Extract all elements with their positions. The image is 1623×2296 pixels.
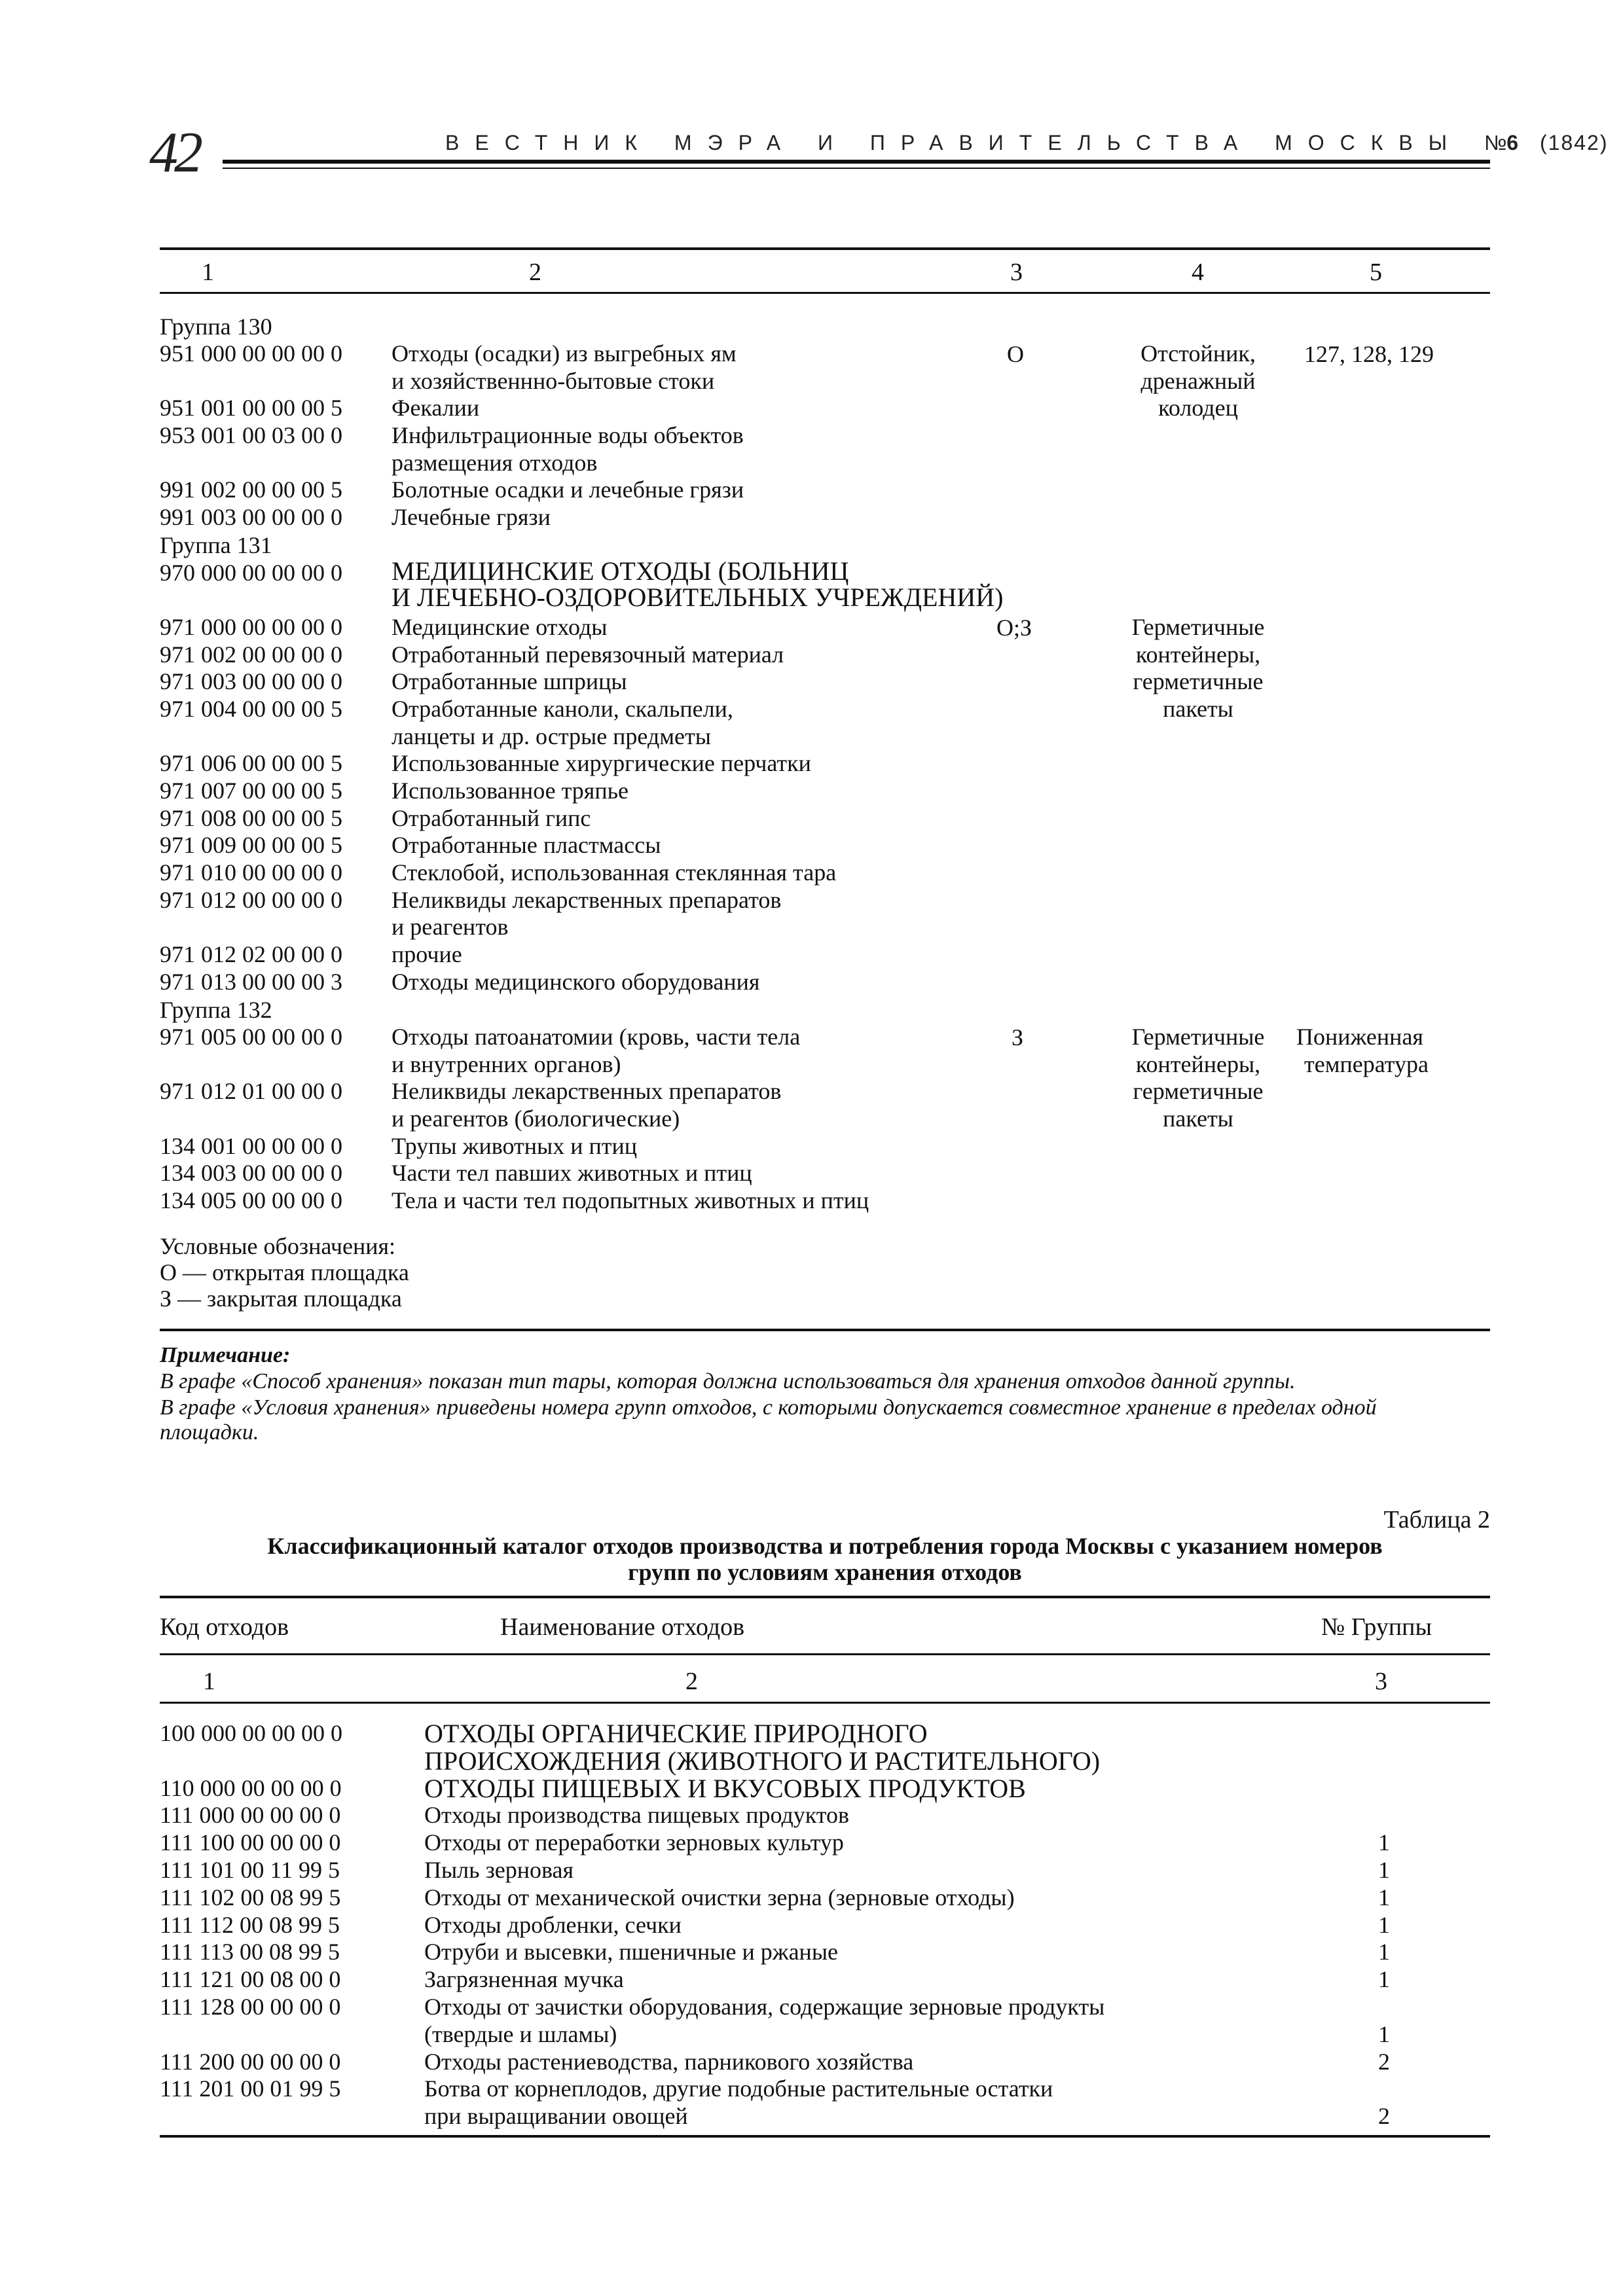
waste-name: Инфильтрационные воды объектов [392, 422, 744, 448]
waste-name: Отходы патоанатомии (кровь, части тела [392, 1024, 801, 1050]
table1-top-rule [160, 247, 1490, 250]
header-rule-thin [223, 168, 1490, 169]
waste-code: 111 128 00 00 00 0 [160, 1994, 341, 2020]
issue-no-sign: № [1484, 131, 1507, 154]
waste-code: 991 002 00 00 00 5 [160, 476, 342, 503]
journal-title: ВЕСТНИК МЭРА И ПРАВИТЕЛЬСТВА МОСКВЫ [445, 131, 1463, 154]
waste-name: и реагентов [392, 914, 509, 940]
waste-code: 971 002 00 00 00 0 [160, 641, 342, 668]
group-number: 1 [1378, 1912, 1390, 1938]
waste-name: ОТХОДЫ ОРГАНИЧЕСКИЕ ПРИРОДНОГО [424, 1719, 928, 1748]
waste-name: Стеклобой, использованная стеклянная тара [392, 859, 837, 886]
waste-name: Отруби и высевки, пшеничные и ржаные [424, 1939, 838, 1965]
group-number: 1 [1378, 1857, 1390, 1883]
storage-method: дренажный [1140, 368, 1256, 394]
t2-col-1: 1 [203, 1668, 215, 1695]
note-line: В графе «Условия хранения» приведены номера групп отходов, с которыми допускается совместное хранение в пределах одной [160, 1395, 1377, 1420]
waste-code: 971 012 00 00 00 0 [160, 887, 342, 913]
group-number: 1 [1378, 1939, 1390, 1965]
legend-title: Условные обозначения: [160, 1233, 396, 1259]
site-type: З [1012, 1024, 1024, 1050]
section-heading: МЕДИЦИНСКИЕ ОТХОДЫ (БОЛЬНИЦ [392, 556, 849, 586]
waste-name: Неликвиды лекарственных препаратов [392, 887, 782, 913]
storage-conditions: Пониженная [1296, 1024, 1423, 1050]
waste-code: 971 000 00 00 00 0 [160, 614, 342, 640]
waste-code: 971 010 00 00 00 0 [160, 859, 342, 886]
group-number: 1 [1378, 1884, 1390, 1910]
waste-code: 111 113 00 08 99 5 [160, 1939, 340, 1965]
waste-code: 951 001 00 00 00 5 [160, 395, 342, 421]
table-title: Классификационный каталог отходов производства и потребления города Москвы с указанием номеров [267, 1533, 1383, 1559]
waste-name: ПРОИСХОЖДЕНИЯ (ЖИВОТНОГО И РАСТИТЕЛЬНОГО) [424, 1746, 1101, 1776]
page-number: 42 [149, 121, 199, 185]
waste-name: Использованные хирургические перчатки [392, 750, 811, 776]
storage-method: пакеты [1163, 1105, 1233, 1132]
header-rule-thick [223, 160, 1490, 164]
waste-name: и внутренних органов) [392, 1051, 621, 1077]
waste-code: 100 000 00 00 00 0 [160, 1720, 342, 1746]
t2-header-code: Код отходов [160, 1613, 289, 1641]
t2-header-group: № Группы [1321, 1613, 1432, 1641]
waste-name: Фекалии [392, 395, 480, 421]
t2-col-2: 2 [685, 1668, 698, 1695]
legend-item: З — закрытая площадка [160, 1285, 402, 1312]
table2-header-rule [160, 1653, 1490, 1655]
group-label: Группа 131 [160, 532, 272, 558]
group-number: 1 [1378, 1829, 1390, 1856]
storage-method: контейнеры, [1135, 1051, 1261, 1077]
t2-col-3: 3 [1375, 1668, 1387, 1695]
t1-col-5: 5 [1370, 259, 1382, 286]
waste-code: 111 200 00 00 00 0 [160, 2049, 341, 2075]
waste-code: 991 003 00 00 00 0 [160, 504, 342, 530]
waste-name: ланцеты и др. острые предметы [392, 723, 711, 749]
waste-name: прочие [392, 941, 462, 967]
note-line: площадки. [160, 1420, 259, 1444]
storage-method: Герметичные [1131, 614, 1265, 640]
waste-name: Отходы (осадки) из выгребных ям [392, 340, 737, 367]
waste-name: Отработанные пластмассы [392, 832, 661, 858]
waste-name: Ботва от корнеплодов, другие подобные растительные остатки [424, 2075, 1053, 2102]
waste-name: Болотные осадки и лечебные грязи [392, 476, 744, 503]
note-line: В графе «Способ хранения» показан тип тары, которая должна использоваться для хранения отходов данной группы. [160, 1369, 1296, 1393]
waste-code: 111 101 00 11 99 5 [160, 1857, 340, 1883]
waste-name: Отходы от переработки зерновых культур [424, 1829, 844, 1856]
running-head [445, 131, 1609, 155]
waste-code: 111 112 00 08 99 5 [160, 1912, 340, 1938]
waste-code: 970 000 00 00 00 0 [160, 560, 342, 586]
waste-name: Использованное тряпье [392, 778, 629, 804]
waste-code: 134 003 00 00 00 0 [160, 1160, 342, 1186]
waste-name: Отработанный перевязочный материал [392, 641, 784, 668]
t1-col-3: 3 [1010, 259, 1023, 286]
table2-subheader-rule [160, 1702, 1490, 1704]
storage-method: Герметичные [1131, 1024, 1265, 1050]
waste-name: ОТХОДЫ ПИЩЕВЫХ И ВКУСОВЫХ ПРОДУКТОВ [424, 1774, 1026, 1803]
waste-name: Трупы животных и птиц [392, 1133, 637, 1159]
storage-method: герметичные [1133, 1078, 1264, 1104]
waste-code: 111 121 00 08 00 0 [160, 1966, 341, 1992]
group-number: 2 [1378, 2049, 1390, 2075]
waste-code: 971 013 00 00 00 3 [160, 969, 342, 995]
waste-code: 971 003 00 00 00 0 [160, 668, 342, 694]
waste-code: 953 001 00 03 00 0 [160, 422, 342, 448]
group-number: 1 [1378, 1966, 1390, 1992]
storage-conditions: 127, 128, 129 [1304, 341, 1434, 367]
site-type: О;З [996, 615, 1032, 641]
waste-name: Медицинские отходы [392, 614, 608, 640]
table1-header-rule [160, 292, 1490, 294]
waste-name: Отходы медицинского оборудования [392, 969, 760, 995]
waste-code: 951 000 00 00 00 0 [160, 340, 342, 367]
waste-name: при выращивании овощей [424, 2103, 688, 2129]
waste-name: и реагентов (биологические) [392, 1105, 680, 1132]
waste-name: Отработанные шприцы [392, 668, 627, 694]
waste-name: Лечебные грязи [392, 504, 551, 530]
waste-name: Загрязненная мучка [424, 1966, 624, 1992]
table-title: групп по условиям хранения отходов [628, 1559, 1022, 1585]
waste-code: 971 005 00 00 00 0 [160, 1024, 342, 1050]
storage-method: контейнеры, [1135, 641, 1261, 668]
waste-name: Отходы производства пищевых продуктов [424, 1802, 850, 1828]
table2-bottom-rule [160, 2135, 1490, 2138]
waste-name: Отходы от механической очистки зерна (зерновые отходы) [424, 1884, 1015, 1910]
storage-conditions: температура [1304, 1051, 1429, 1077]
t2-header-name: Наименование отходов [500, 1613, 745, 1641]
waste-name: (твердые и шламы) [424, 2021, 617, 2047]
table1-bottom-rule [160, 1329, 1490, 1331]
group-label: Группа 132 [160, 997, 272, 1023]
waste-name: Отходы дробленки, сечки [424, 1912, 682, 1938]
issue-year: (1842) [1539, 131, 1609, 154]
waste-code: 971 004 00 00 00 5 [160, 696, 342, 722]
table-caption: Таблица 2 [1383, 1506, 1490, 1534]
storage-method: пакеты [1163, 696, 1233, 722]
waste-code: 971 008 00 00 00 5 [160, 805, 342, 831]
waste-code: 971 009 00 00 00 5 [160, 832, 342, 858]
waste-code: 971 012 01 00 00 0 [160, 1078, 342, 1104]
group-label: Группа 130 [160, 314, 272, 340]
waste-code: 111 100 00 00 00 0 [160, 1829, 341, 1856]
waste-name: Отходы от зачистки оборудования, содержащие зерновые продукты [424, 1994, 1105, 2020]
site-type: О [1007, 341, 1024, 367]
waste-name: размещения отходов [392, 450, 598, 476]
waste-code: 111 201 00 01 99 5 [160, 2075, 341, 2102]
waste-code: 971 007 00 00 00 5 [160, 778, 342, 804]
legend-item: О — открытая площадка [160, 1259, 409, 1285]
storage-method: герметичные [1133, 668, 1264, 694]
waste-name: Части тел павших животных и птиц [392, 1160, 752, 1186]
waste-name: и хозяйственнно-бытовые стоки [392, 368, 715, 394]
waste-name: Неликвиды лекарственных препаратов [392, 1078, 782, 1104]
note-title: Примечание: [160, 1343, 291, 1367]
storage-method: Отстойник, [1140, 340, 1256, 367]
section-heading: И ЛЕЧЕБНО-ОЗДОРОВИТЕЛЬНЫХ УЧРЕЖДЕНИЙ) [392, 583, 1004, 612]
t1-col-2: 2 [529, 259, 541, 286]
group-number: 2 [1378, 2103, 1390, 2129]
waste-name: Отработанный гипс [392, 805, 591, 831]
waste-code: 971 012 02 00 00 0 [160, 941, 342, 967]
issue-number: 6 [1506, 131, 1519, 154]
storage-method: колодец [1158, 395, 1238, 421]
waste-code: 134 005 00 00 00 0 [160, 1187, 342, 1213]
waste-name: Пыль зерновая [424, 1857, 574, 1883]
waste-code: 971 006 00 00 00 5 [160, 750, 342, 776]
waste-name: Отработанные каноли, скальпели, [392, 696, 733, 722]
t1-col-4: 4 [1192, 259, 1204, 286]
t1-col-1: 1 [202, 259, 214, 286]
waste-code: 134 001 00 00 00 0 [160, 1133, 342, 1159]
group-number: 1 [1378, 2021, 1390, 2047]
waste-code: 110 000 00 00 00 0 [160, 1775, 342, 1801]
waste-code: 111 000 00 00 00 0 [160, 1802, 341, 1828]
waste-name: Тела и части тел подопытных животных и птиц [392, 1187, 869, 1213]
table2-top-rule [160, 1596, 1490, 1598]
waste-code: 111 102 00 08 99 5 [160, 1884, 341, 1910]
waste-name: Отходы растениеводства, парникового хозяйства [424, 2049, 914, 2075]
